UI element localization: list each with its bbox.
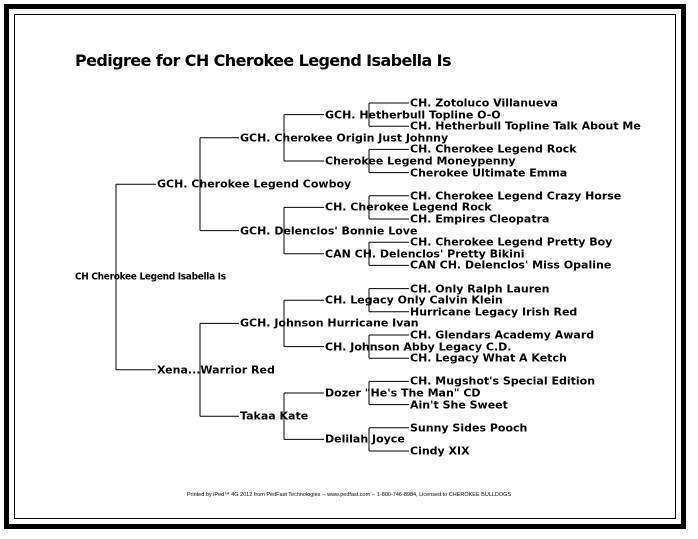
dog-name-gen3-n161: Cherokee Legend Moneypenny <box>325 154 516 168</box>
dog-name-gen3-n115: GCH. Hetherbull Topline O-O <box>325 108 501 122</box>
dog-name-gen3-n439: Delilah Joyce <box>325 432 405 446</box>
dog-name-gen1-n370: Xena...Warrior Red <box>157 363 275 377</box>
dog-name-gen4-4-1: CH. Hetherbull Topline Talk About Me <box>410 119 641 133</box>
dog-name-gen4-4-9: Hurricane Legacy Irish Red <box>410 305 578 319</box>
dog-name-gen4-4-0: CH. Zotoluco Villanueva <box>410 96 558 110</box>
dog-name-gen4-4-11: CH. Legacy What A Ketch <box>410 351 567 365</box>
dog-name-gen2-n138: GCH. Cherokee Origin Just Johnny <box>240 131 449 145</box>
dog-name-gen4-4-14: Sunny Sides Pooch <box>410 421 528 435</box>
dog-name-gen3-n300: CH. Legacy Only Calvin Klein <box>325 293 503 307</box>
dog-name-gen4-4-13: Ain't She Sweet <box>410 398 508 412</box>
dog-name-gen1-n184: GCH. Cherokee Legend Cowboy <box>157 177 352 191</box>
dog-name-gen2-n231: GCH. Delenclos' Bonnie Love <box>240 224 418 238</box>
dog-name-gen4-4-8: CH. Only Ralph Lauren <box>410 282 550 296</box>
footer-text: Printed by iPed™ 4G 2012 from PedFast Technologies -- www.pedfast.com -- 1-800-746-8984, Licensed to CHEROKEE BULLDOGS <box>186 492 512 498</box>
dog-name-gen4-4-3: Cherokee Ultimate Emma <box>410 166 568 180</box>
dog-name-gen0-subject: CH Cherokee Legend Isabella Is <box>75 271 226 283</box>
dog-name-gen4-4-5: CH. Empires Cleopatra <box>410 212 550 226</box>
dog-name-gen4-4-12: CH. Mugshot's Special Edition <box>410 374 596 388</box>
dog-name-gen4-4-4: CH. Cherokee Legend Crazy Horse <box>410 189 622 203</box>
dog-name-gen2-n416: Takaa Kate <box>240 409 309 423</box>
dog-name-gen3-n393: Dozer "He's The Man" CD <box>325 386 481 400</box>
dog-name-gen3-n254: CAN CH. Delenclos' Pretty Bikini <box>325 247 525 261</box>
dog-name-gen4-4-2: CH. Cherokee Legend Rock <box>410 142 577 156</box>
dog-name-gen4-4-6: CH. Cherokee Legend Pretty Boy <box>410 235 613 249</box>
dog-name-gen3-n207: CH. Cherokee Legend Rock <box>325 200 492 214</box>
dog-name-gen4-4-7: CAN CH. Delenclos' Miss Opaline <box>410 258 612 272</box>
dog-name-gen4-4-15: Cindy XIX <box>410 444 470 458</box>
dog-name-gen2-n323: GCH. Johnson Hurricane Ivan <box>240 316 419 330</box>
page-title: Pedigree for CH Cherokee Legend Isabella Is <box>75 51 451 70</box>
dog-name-gen3-n347: CH. Johnson Abby Legacy C.D. <box>325 340 512 354</box>
dog-name-gen4-4-10: CH. Glendars Academy Award <box>410 328 595 342</box>
